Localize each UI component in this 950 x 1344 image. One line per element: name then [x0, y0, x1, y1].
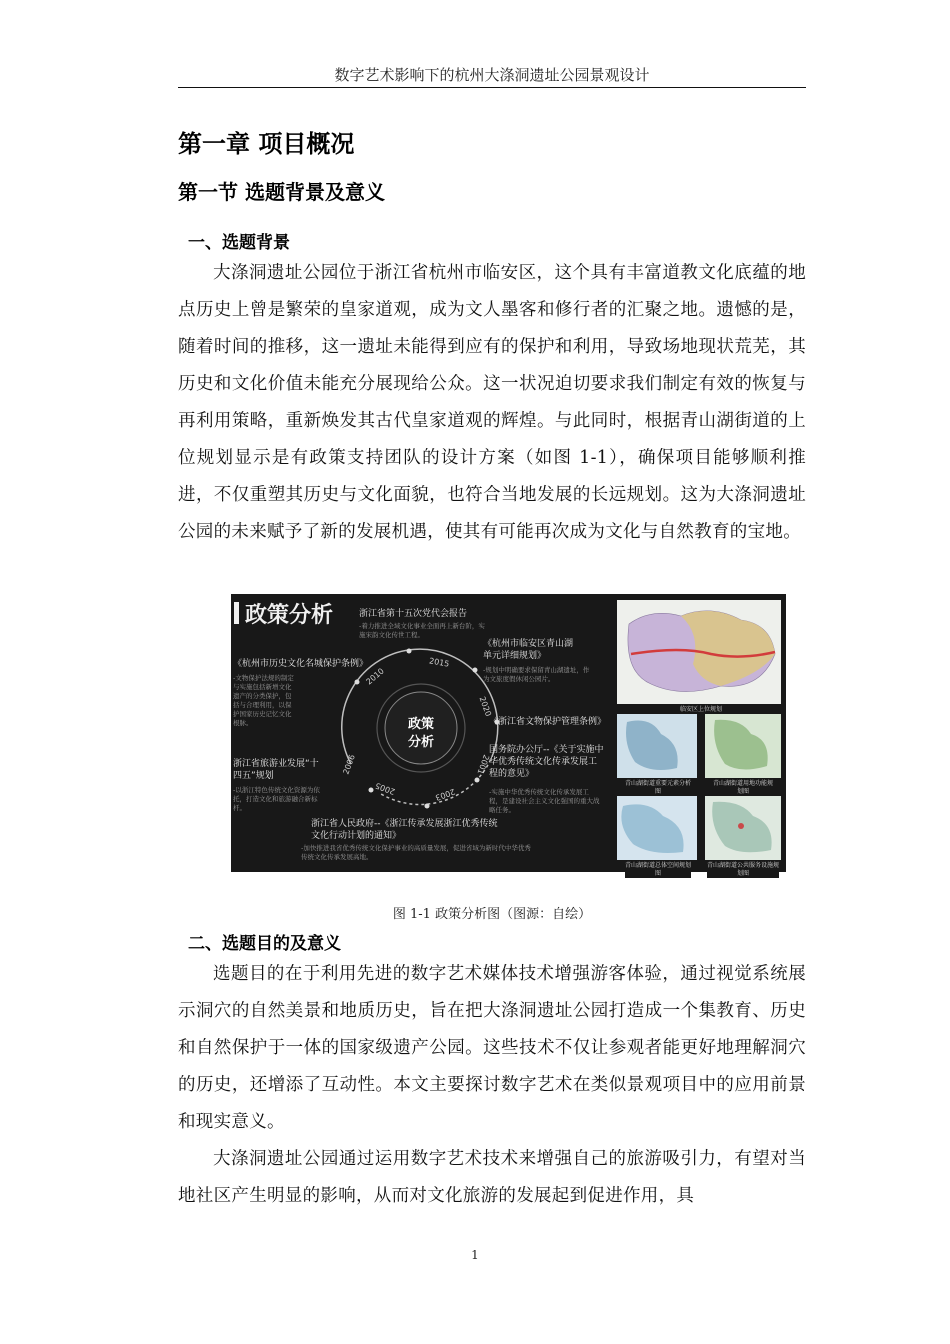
map-caption: 青山湖街道总体空间规划图: [625, 862, 692, 877]
policy-item-note: -加快推进我省优秀传统文化保护事业的高质量发展，促进省域为新时代中华优秀传统文化传承发展高地。: [301, 844, 531, 861]
year-label: 2006: [341, 753, 357, 776]
policy-item-title: 浙江省人民政府--《浙江传承发展浙江优秀传统文化行动计划的通知》: [311, 819, 498, 841]
year-label: 2020: [477, 695, 493, 718]
policy-item-title: 《杭州市临安区青山湖单元详细规划》: [483, 639, 574, 661]
policy-item-title: 浙江省第十五次党代会报告: [359, 609, 468, 619]
timeline-dot: [473, 668, 478, 673]
running-header: 数字艺术影响下的杭州大涤洞遗址公园景观设计: [334, 66, 650, 84]
center-label-line1: 政策: [407, 717, 434, 732]
section-title: 第一节 选题背景及意义: [178, 180, 385, 204]
policy-item-title: 《浙江省文物保护管理条例》: [489, 717, 607, 727]
subsection-title-background: 一、选题背景: [188, 233, 290, 253]
policy-item-note: -以浙江特色传统文化资源为依托，打造文化和旅游融合新标杆。: [233, 786, 320, 812]
policy-item-note: -文物保护法规的制定与实施包括新增文化遗产的分类保护，包括与合理利用，以保护国家历史记忆文化根脉。: [233, 674, 294, 727]
paragraph-background: 大涤洞遗址公园位于浙江省杭州市临安区，这个具有丰富道教文化底蕴的地点历史上曾是繁荣的皇家道观，成为文人墨客和修行者的汇聚之地。遗憾的是，随着时间的推移，这一遗址未能得到应有的保护和利用，导致场地现状荒芜，其历史和文化价值未能充分展现给公众。这一状况迫切要求我们制定有效的恢复与再利用策略，重新焕发其古代皇家道观的辉煌。与此同时，根据青山湖街道的上位规划显示是有政策支持团队的设计方案（如图 1-1），确保项目能够顺利推进，不仅重塑其历史与文化面貌，也符合当地发展的长远规划。这为大涤洞遗址公园的未来赋予了新的发展机遇，使其有可能再次成为文化与自然教育的宝地。: [178, 263, 806, 542]
timeline-dot: [475, 778, 480, 783]
year-label: 2010: [364, 666, 386, 687]
page-number: 1: [471, 1248, 479, 1262]
map-caption: 青山湖街道用地功能规划图: [712, 780, 773, 795]
chapter-title: 第一章 项目概况: [178, 130, 355, 158]
policy-item-title: 国务院办公厅--《关于实施中华优秀传统文化传承发展工程的意见》: [489, 745, 604, 779]
policy-item-note: -规划中明确要求保留青山湖遗址，作为文旅度假休闲公园片。: [483, 666, 590, 683]
year-label: 2015: [428, 656, 450, 669]
policy-item-title: 《杭州市历史文化名城保护条例》: [233, 659, 369, 669]
figure-caption: 图 1-1 政策分析图（图源：自绘）: [392, 907, 592, 922]
timeline-dot: [407, 649, 412, 654]
map-caption: 青山湖街道重要元素分析图: [625, 780, 692, 795]
year-label: 2001: [475, 753, 491, 776]
policy-item-title: 浙江省旅游业发展“十四五”规划: [233, 759, 319, 781]
paragraph-purpose-1: 选题目的在于利用先进的数字艺术媒体技术增强游客体验，通过视觉系统展示洞穴的自然美景和地质历史，旨在把大涤洞遗址公园打造成一个集教育、历史和自然保护于一体的国家级遗产公园。这些技术不仅让参观者能更好地理解洞穴的历史，还增添了互动性。本文主要探讨数字艺术在类似景观项目中的应用前景和现实意义。: [178, 964, 806, 1132]
subsection-title-purpose: 二、选题目的及意义: [188, 934, 341, 954]
map-marker: [738, 823, 744, 829]
timeline-dot: [425, 804, 430, 809]
figure-title-bar: [234, 602, 239, 624]
policy-analysis-figure: [231, 594, 786, 877]
policy-item-note: -着力推进全域文化事业全面再上新台阶，实施宋韵文化传世工程。: [359, 622, 485, 639]
figure-center-label: [391, 716, 451, 752]
figure-title: 政策分析: [245, 603, 334, 628]
map-caption: 青山湖街道公共服务设施规划图: [707, 862, 780, 877]
timeline-dot: [355, 680, 360, 685]
map-caption: 临安区上位规划: [679, 706, 722, 713]
timeline-dot: [369, 788, 374, 793]
year-label: 2003: [434, 786, 457, 803]
policy-item-note: -实施中华优秀传统文化传承发展工程，是建设社会主义文化强国的重大战略任务。: [489, 788, 600, 814]
year-label: 2005: [374, 780, 397, 797]
paragraph-purpose-2: 大涤洞遗址公园通过运用数字艺术技术来增强自己的旅游吸引力，有望对当地社区产生明显的影响，从而对文化旅游的发展起到促进作用，具: [178, 1149, 806, 1206]
center-label-line2: 分析: [407, 735, 434, 750]
header-rule: [178, 87, 806, 88]
